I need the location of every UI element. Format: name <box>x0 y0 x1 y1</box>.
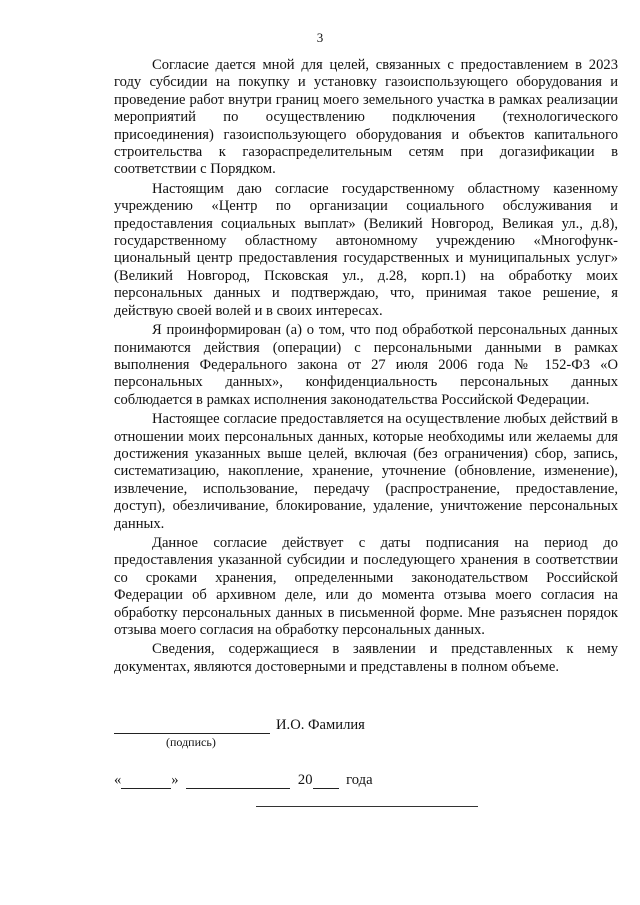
bottom-line <box>256 806 478 807</box>
date-row <box>114 772 373 789</box>
date-close-quote: » <box>171 772 179 788</box>
paragraph-validity: Данное согласие действует с даты подписания на период до предоставления указанной субсидии и последующего хранения в соответствии со сроками хранения, определенными законодательством Российской Федерации об архивном деле, или до момента отзыва моего согласия на обработку персональных данных в письменной форме. Мне разъяснен порядок отзыва моего согласия на обработку персональных данных. <box>114 534 618 638</box>
signature-line <box>114 717 270 734</box>
day-blank <box>121 773 171 789</box>
paragraph-informed: Я проинформирован (а) о том, что под обработкой персональных данных понимаются действия (операции) с персональными данными в рамках выполнения Федерального закона от 27 июля 2006 года № 152-ФЗ «О персональных данных», конфиденциальность персональных данных соблюдается в рамках исполнения законодательства Российской Федерации. <box>114 322 618 408</box>
year-prefix: 20 <box>297 772 313 788</box>
year-suffix: года <box>346 772 373 788</box>
paragraph-consent-recipients: Настоящим даю согласие государственному областному казенному учреждению «Центр по организации социального обслуживания и предоставления социальных выплат» (Великий Новгород, Великая ул., д.8), государственному областному автономному учреждению «Многофунк-циональный центр предоставления государственных и муниципальных услуг» (Великий Новгород, Псковская ул., д.28, корп.1) на обработку моих персональных данных и подтверждаю, что, принимая такое решение, я действую своей волей и в своих интересах. <box>114 180 618 319</box>
signature-name: И.О. Фамилия <box>276 717 365 733</box>
page-number: 3 <box>316 30 324 45</box>
signature-caption: (подпись) <box>166 735 216 749</box>
year-blank <box>313 773 339 789</box>
paragraph-purpose: Согласие дается мной для целей, связанных с предоставлением в 2023 году субсидии на покупку и установку газоиспользующего оборудования и проведение работ внутри границ моего земельного участка в рамках реализации мероприятий по осуществлению подключения (технологического присоединения) газоиспользующего оборудования и объектов капитального строительства к газораспределительным сетям при догазификации в соответствии с Порядком. <box>114 57 618 178</box>
month-blank <box>186 773 290 789</box>
date-open-quote: « <box>114 772 122 788</box>
paragraph-actions: Настоящее согласие предоставляется на осуществление любых действий в отношении моих персональных данных, которые необходимы или желаемы для достижения указанных выше целей, включая (без ограничения) сбор, запись, систематизацию, накопление, хранение, уточнение (обновление, изменение), извлечение, использование, передачу (распространение, предоставление, доступ), обезличивание, блокирование, удаление, уничтожение персональных данных. <box>114 411 618 532</box>
paragraph-accuracy: Сведения, содержащиеся в заявлении и представленных к нему документах, являются достоверными и представлены в полном объеме. <box>114 641 618 675</box>
signature-block <box>114 717 618 749</box>
consent-text <box>114 57 618 678</box>
